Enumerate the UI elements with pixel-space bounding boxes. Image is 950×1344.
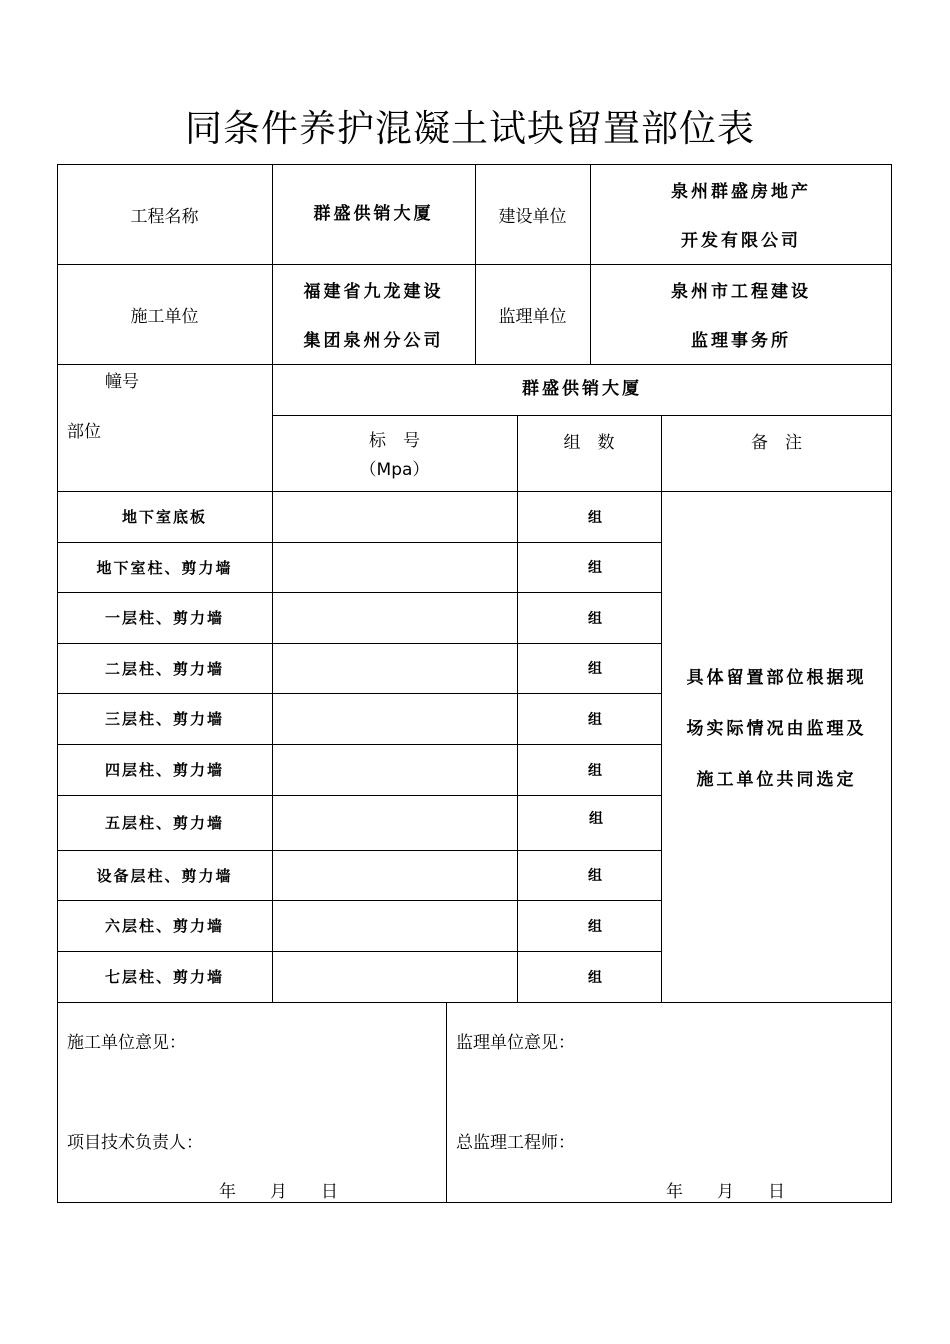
owner-value [590, 164, 892, 264]
tech-lead-label: 项目技术负责人： [67, 1133, 203, 1153]
row-grade[interactable] [272, 542, 517, 592]
contractor-value-line2: 集团泉州分公司 [303, 331, 444, 351]
row-location: 四层柱、剪力墙 [104, 761, 224, 779]
row-groups[interactable]: 组 [588, 918, 602, 935]
supervisor-value-line2: 监理事务所 [691, 331, 791, 351]
contractor-label: 施工单位 [130, 306, 199, 327]
row-grade[interactable] [272, 643, 517, 693]
row-groups[interactable]: 组 [588, 711, 602, 728]
contractor-value [272, 264, 475, 364]
row-location: 三层柱、剪力墙 [104, 710, 224, 728]
remarks-line1: 具体留置部位根据现 [686, 668, 867, 688]
row-grade[interactable] [272, 491, 517, 542]
row-grade[interactable] [272, 951, 517, 1002]
contractor-opinion-label: 施工单位意见： [67, 1033, 186, 1053]
contractor-date[interactable]: 年 月 日 [219, 1182, 338, 1202]
chief-supervisor-label: 总监理工程师： [456, 1133, 575, 1153]
row-location: 地下室底板 [121, 508, 207, 526]
grade-header [272, 415, 517, 491]
grade-unit: （Mpa） [359, 460, 430, 480]
building-value: 群盛供销大厦 [522, 379, 642, 399]
building-label: 幢号 [105, 372, 139, 392]
contractor-value-line1: 福建省九龙建设 [303, 282, 444, 302]
row-groups[interactable]: 组 [588, 868, 602, 884]
page-title: 同条件养护混凝土试块留置部位表 [185, 107, 755, 150]
row-groups[interactable]: 组 [589, 810, 603, 827]
row-groups[interactable]: 组 [588, 560, 602, 576]
row-grade[interactable] [272, 795, 517, 850]
row-groups[interactable]: 组 [588, 661, 602, 677]
owner-value-line1: 泉州群盛房地产 [671, 182, 811, 202]
remarks-line3: 施工单位共同选定 [696, 770, 857, 790]
row-grade[interactable] [272, 900, 517, 951]
row-location: 一层柱、剪力墙 [104, 609, 224, 627]
row-grade[interactable] [272, 744, 517, 795]
remarks-note [661, 491, 892, 1002]
row-location: 二层柱、剪力墙 [104, 659, 224, 678]
supervisor-value [590, 264, 892, 364]
grade-label: 标 号 [369, 431, 420, 451]
project-name-value: 群盛供销大厦 [313, 203, 434, 224]
groups-header: 组 数 [563, 432, 615, 453]
form-table [57, 164, 892, 1003]
row-groups[interactable]: 组 [588, 969, 602, 986]
remarks-line2: 场实际情况由监理及 [686, 719, 867, 739]
row-groups[interactable]: 组 [588, 762, 602, 779]
location-label: 部位 [67, 422, 101, 442]
row-grade[interactable] [272, 693, 517, 744]
owner-label: 建设单位 [498, 206, 567, 227]
remarks-header: 备 注 [751, 432, 802, 453]
row-location: 六层柱、剪力墙 [104, 917, 224, 935]
row-location: 七层柱、剪力墙 [104, 968, 224, 986]
supervisor-date[interactable]: 年 月 日 [666, 1182, 785, 1202]
owner-value-line2: 开发有限公司 [681, 231, 801, 251]
supervisor-opinion-label: 监理单位意见： [456, 1033, 575, 1053]
row-grade[interactable] [272, 850, 517, 900]
row-grade[interactable] [272, 592, 517, 643]
project-name-label: 工程名称 [130, 206, 199, 227]
supervisor-value-line1: 泉州市工程建设 [671, 282, 811, 302]
row-groups[interactable]: 组 [588, 509, 602, 526]
row-location: 设备层柱、剪力墙 [96, 866, 233, 885]
opinion-section [57, 1003, 892, 1203]
row-location: 地下室柱、剪力墙 [96, 558, 233, 577]
row-groups[interactable]: 组 [588, 610, 602, 627]
row-location: 五层柱、剪力墙 [104, 814, 224, 832]
supervisor-label: 监理单位 [498, 306, 567, 327]
